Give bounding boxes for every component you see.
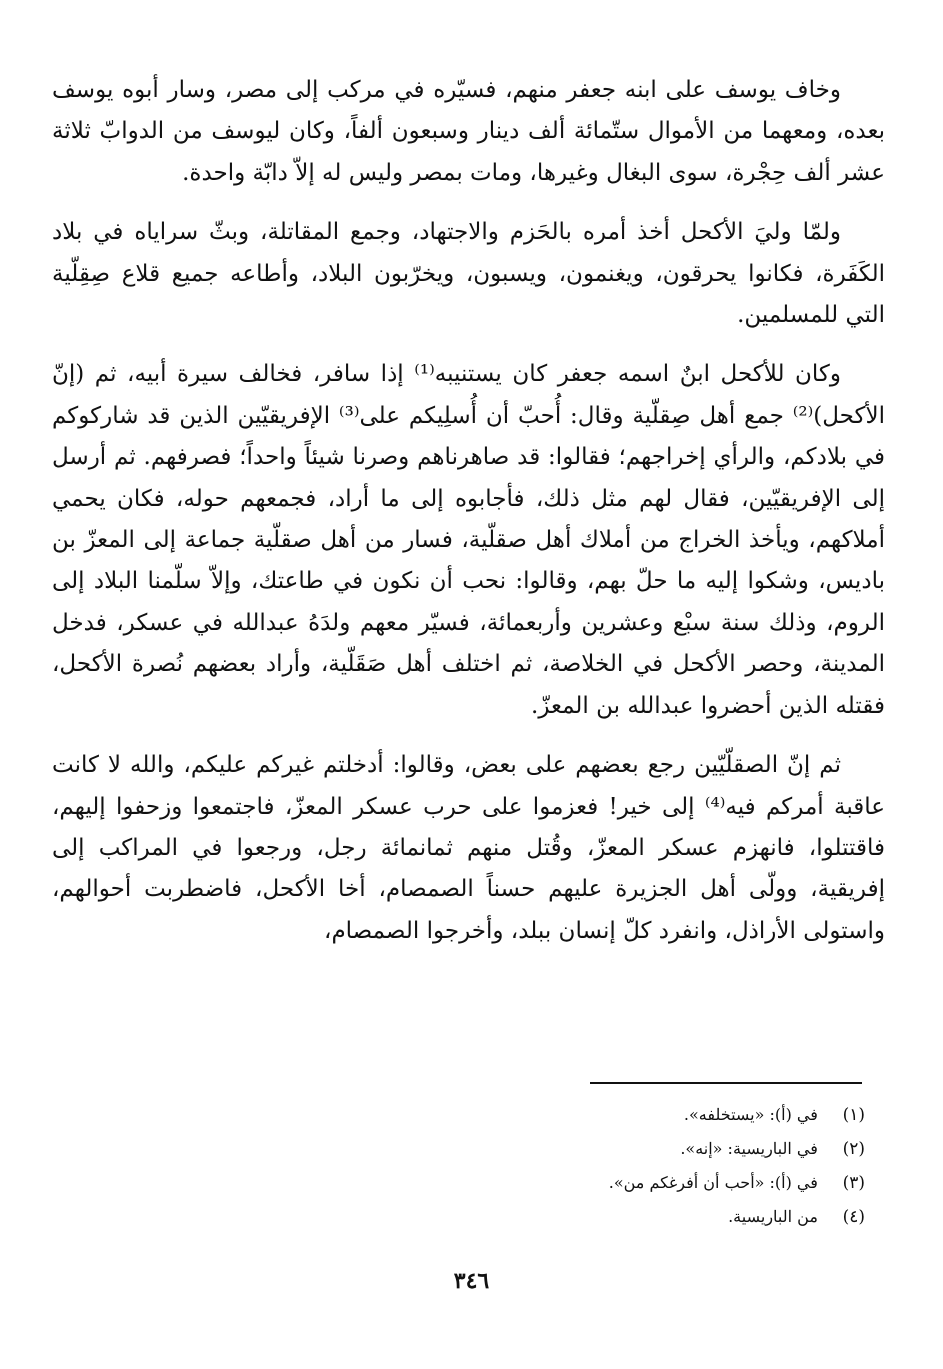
main-text	[52, 70, 885, 970]
paragraph-4: ثم إنّ الصقلّيّين رجع بعضهم على بعض، وقالوا: أدخلتم غيركم عليكم، والله لا كانت عاقبة أمركم فيه⁽⁴⁾ إلى خير! فعزموا على حرب عسكر المعزّ، فاجتمعوا وزحفوا إليهم، فاقتتلوا، فانهزم عسكر المعزّ، وقُتل منهم ثمانمائة رجل، ورجعوا في المراكب إلى إفريقية، وولّى أهل الجزيرة عليهم حسناً الصمصام، أخا الأكحل، فاضطربت أحوالهم، واستولى الأراذل، وانفرد كلّ إنسان ببلد، وأخرجوا الصمصام،	[52, 752, 885, 944]
footnote-2	[300, 1132, 865, 1166]
footnote-4	[300, 1200, 865, 1234]
footnote-1	[300, 1098, 865, 1132]
footnote-text: في الباريسية: «إنه».	[680, 1139, 818, 1158]
paragraph-2: ولمّا وليَ الأكحل أخذ أمره بالحَزم والاجتهاد، وجمع المقاتلة، وبثّ سراياه في بلاد الكَفَرة، فكانوا يحرقون، ويغنمون، ويسبون، ويخرّبون البلاد، وأطاعه جميع قلاع صِقِلّية التي للمسلمين.	[52, 219, 885, 329]
paragraph-1: وخاف يوسف على ابنه جعفر منهم، فسيّره في مركب إلى مصر، وسار أبوه يوسف بعده، ومعهما من الأموال ستّمائة ألف دينار وسبعون ألفاً، وكان ليوسف من الدوابّ ثلاثة عشر ألف حِجْرة، سوى البغال وغيرها، ومات بمصر وليس له إلاّ دابّة واحدة.	[52, 77, 885, 186]
footnote-number: (٣)	[842, 1173, 865, 1193]
footnote-text: في (أ): «يستخلفه».	[683, 1105, 818, 1124]
footnote-text: من الباريسية.	[728, 1207, 818, 1226]
footnote-number: (٤)	[842, 1207, 865, 1227]
footnote-number: (١)	[842, 1105, 865, 1125]
footnote-separator	[590, 1082, 862, 1084]
footnote-3	[300, 1166, 865, 1200]
page-number: ٣٤٦	[453, 1268, 490, 1294]
footnote-number: (٢)	[842, 1139, 865, 1159]
paragraph-3: وكان للأكحل ابنٌ اسمه جعفر كان يستنيبه⁽¹⁾ إذا سافر، فخالف سيرة أبيه، ثم (إنّ الأكحل)⁽²⁾ جمع أهل صِقلّية وقال: أُحبّ أن أُسلِيكم على⁽³⁾ الإفريقيّين الذين قد شاركوكم في بلادكم، والرأي إخراجهم؛ فقالوا: قد صاهرناهم وصرنا شيئاً واحداً؛ فصرفهم. ثم أرسل إلى الإفريقيّين، فقال لهم مثل ذلك، فأجابوه إلى ما أراد، فجمعهم حوله، فكان يحمي أملاكهم، ويأخذ الخراج من أملاك أهل صقلّية، فسار من أهل صقلّية جماعة إلى المعزّ بن باديس، وشكوا إليه ما حلّ بهم، وقالوا: نحب أن نكون في طاعتك، وإلاّ سلّمنا البلاد إلى الروم، وذلك سنة سبْع وعشرين وأربعمائة، فسيّر معهم ولدَهُ عبدالله في عسكر، فدخل المدينة، وحصر الأكحل في الخلاصة، ثم اختلف أهل صَقَلّية، وأراد بعضهم نُصرة الأكحل، فقتله الذين أحضروا عبدالله بن المعزّ.	[52, 361, 885, 719]
footnotes	[300, 1098, 865, 1234]
footnote-text: في (أ): «أحب أن أفرغكم من».	[608, 1173, 818, 1192]
